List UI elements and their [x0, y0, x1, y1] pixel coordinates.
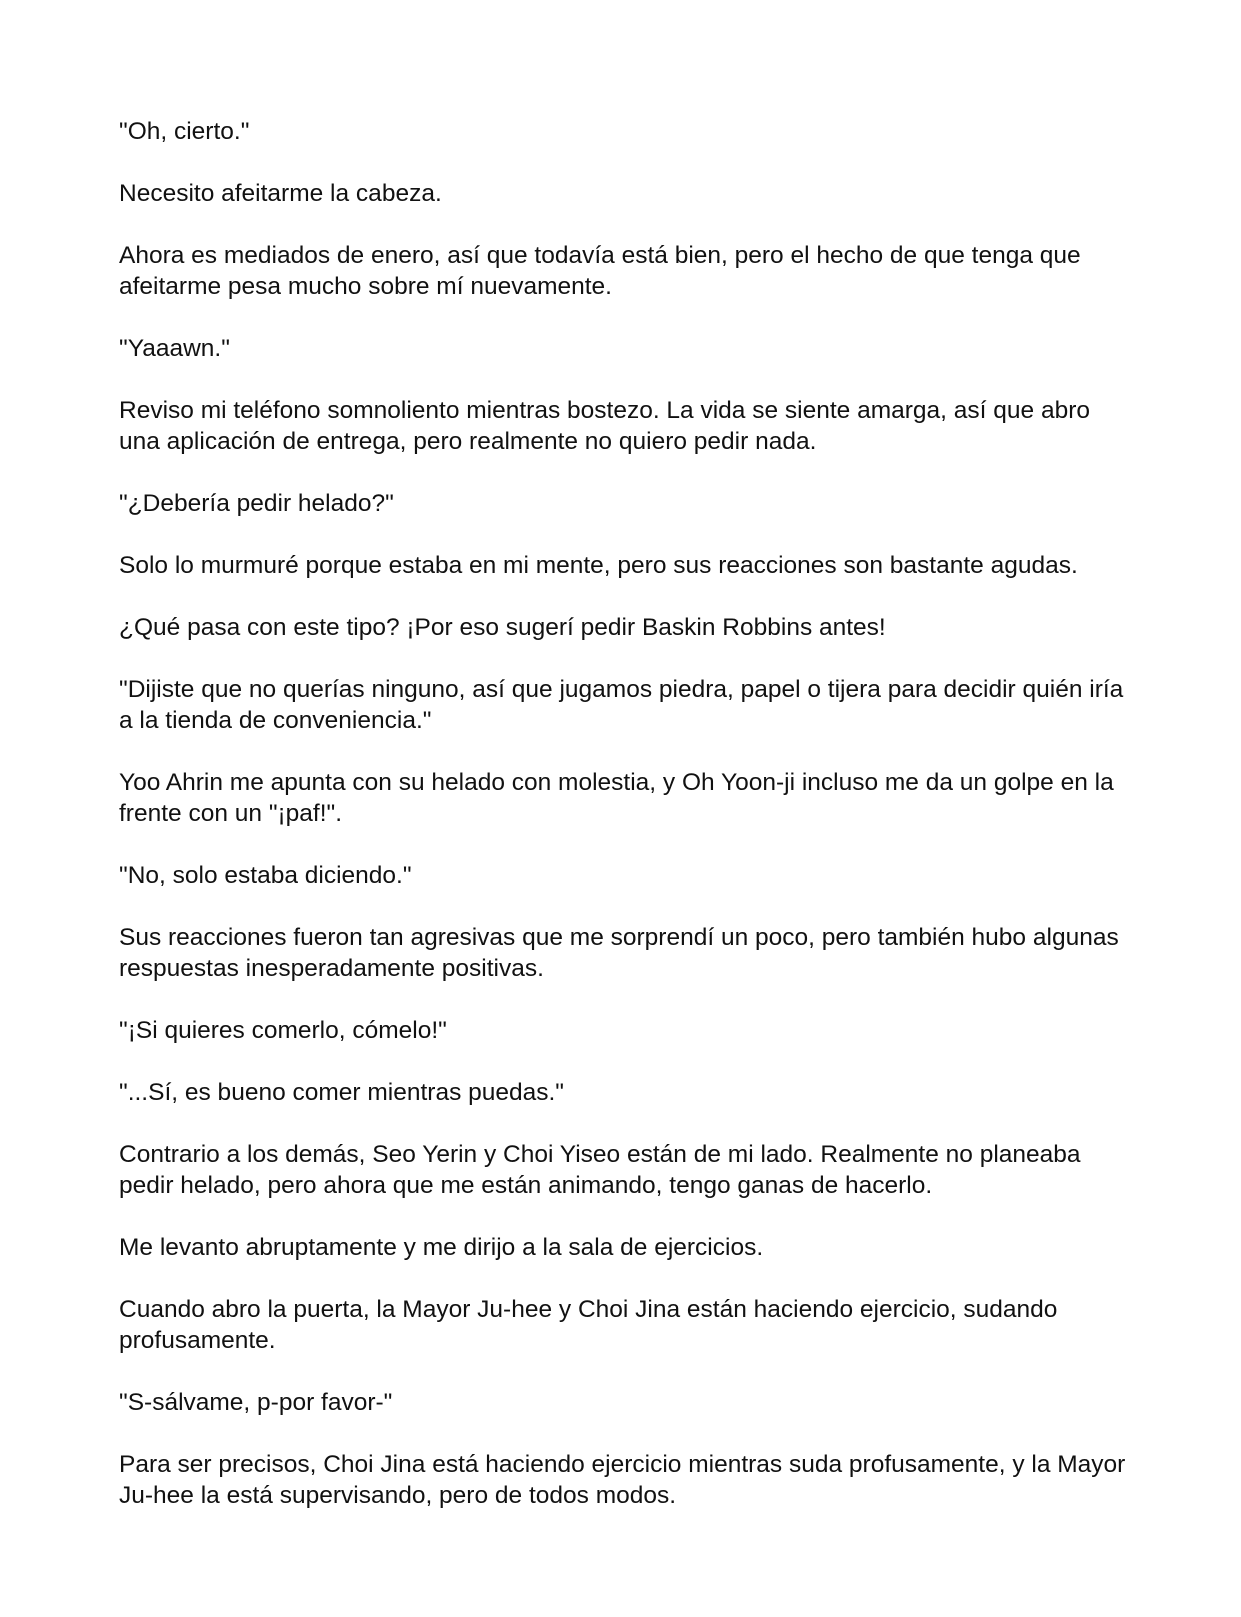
paragraph: "No, solo estaba diciendo.": [119, 862, 412, 889]
paragraph: Me levanto abruptamente y me dirijo a la sala de ejercicios.: [119, 1234, 764, 1261]
paragraph: ¿Qué pasa con este tipo? ¡Por eso sugerí pedir Baskin Robbins antes!: [119, 614, 886, 641]
paragraph: Cuando abro la puerta, la Mayor Ju-hee y Choi Jina están haciendo ejercicio, sudando profusamente.: [119, 1296, 1058, 1354]
paragraph: "¡Si quieres comerlo, cómelo!": [119, 1017, 447, 1044]
paragraph: Yoo Ahrin me apunta con su helado con molestia, y Oh Yoon-ji incluso me da un golpe en la frente con un "¡paf!".: [119, 769, 1114, 827]
paragraph: Necesito afeitarme la cabeza.: [119, 180, 442, 207]
paragraph: "...Sí, es bueno comer mientras puedas.": [119, 1079, 565, 1106]
paragraph: "¿Debería pedir helado?": [119, 490, 394, 517]
paragraph: "Dijiste que no querías ninguno, así que jugamos piedra, papel o tijera para decidir quién iría a la tienda de conveniencia.": [119, 676, 1124, 734]
paragraph: Contrario a los demás, Seo Yerin y Choi Yiseo están de mi lado. Realmente no planeaba pedir helado, pero ahora que me están animando, tengo ganas de hacerlo.: [119, 1141, 1081, 1199]
paragraph: Reviso mi teléfono somnoliento mientras bostezo. La vida se siente amarga, así que abro una aplicación de entrega, pero realmente no quiero pedir nada.: [119, 397, 1091, 455]
paragraph: Solo lo murmuré porque estaba en mi mente, pero sus reacciones son bastante agudas.: [119, 552, 1078, 579]
paragraph: "Oh, cierto.": [119, 118, 250, 145]
paragraph: Para ser precisos, Choi Jina está haciendo ejercicio mientras suda profusamente, y la Mayor Ju-hee la está supervisando, pero de todos modos.: [119, 1451, 1126, 1509]
paragraph: Sus reacciones fueron tan agresivas que me sorprendí un poco, pero también hubo algunas respuestas inesperadamente positivas.: [119, 924, 1119, 982]
document-body: [119, 116, 1129, 1542]
paragraph: Ahora es mediados de enero, así que todavía está bien, pero el hecho de que tenga que afeitarme pesa mucho sobre mí nuevamente.: [119, 242, 1081, 300]
paragraph: "S-sálvame, p-por favor-": [119, 1389, 393, 1416]
paragraph: "Yaaawn.": [119, 335, 230, 362]
